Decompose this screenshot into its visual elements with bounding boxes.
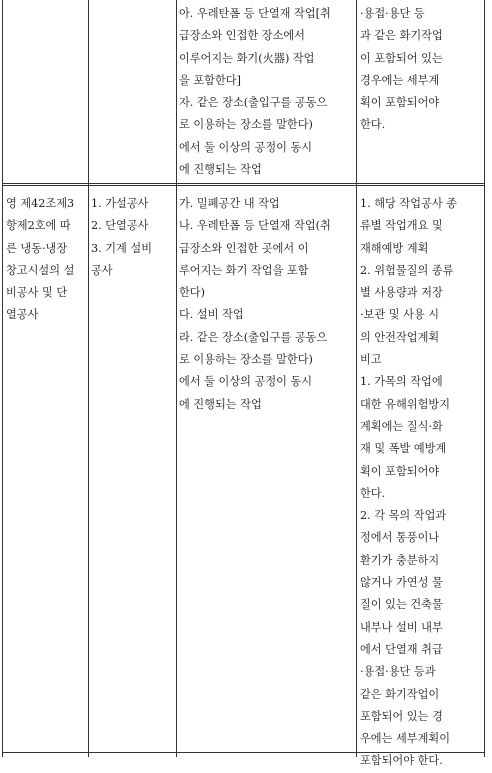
text-line: 공사 <box>91 263 113 277</box>
column-divider-2 <box>176 0 177 757</box>
text-line: 같은 화기작업이 <box>360 687 440 701</box>
text-line: 급장소와 인접한 장소에서 <box>179 29 305 43</box>
text-line: 내부나 설비 내부 <box>360 620 443 634</box>
text-line: ·보관 및 사용 시 <box>360 308 440 322</box>
column-divider-3 <box>356 0 357 757</box>
text-line: 급장소와 인접한 곳에서 이 <box>179 241 309 255</box>
text-line: 다. 설비 작업 <box>179 308 244 322</box>
text-line: 항제2호에 따 <box>6 219 71 233</box>
text-line: 을 포함한다] <box>179 73 241 87</box>
text-line: 환기가 충분하지 <box>360 553 440 567</box>
text-line: 획이 포함되어야 <box>360 96 440 110</box>
text-line: 정에서 통풍이나 <box>360 531 440 545</box>
text-line: 비공사 및 단 <box>6 286 68 300</box>
text-line: 재 및 폭발 예방계 <box>360 442 447 456</box>
text-line: ·용접·용단 등과 <box>360 665 436 679</box>
plan-content-cell <box>360 193 482 773</box>
work-content-cell <box>179 193 354 416</box>
text-line: 로 이용하는 장소를 말한다) <box>179 118 313 132</box>
text-line: 한다) <box>179 286 205 300</box>
text-line: 이 포함되어 있는 <box>360 51 443 65</box>
text-line: 2. 단열공사 <box>91 219 149 233</box>
text-line: 2. 위험물질의 종류 <box>360 263 454 277</box>
text-line: 아. 우레탄폼 등 단열재 작업[취 <box>179 7 331 20</box>
text-line: 1. 가설공사 <box>91 197 149 210</box>
text-line: 않거나 가연성 물 <box>360 576 443 590</box>
column-divider-1 <box>88 0 89 757</box>
text-line: 가. 밀폐공간 내 작업 <box>179 197 280 210</box>
work-type-cell <box>91 193 175 282</box>
text-line: 창고시설의 설 <box>6 263 75 277</box>
text-line: 이루어지는 화기(火器) 작업 <box>179 51 315 65</box>
text-line: 1. 해당 작업공사 종 <box>360 197 457 210</box>
text-line: 대한 유해위험방지 <box>360 397 451 411</box>
text-line: 류별 작업개요 및 <box>360 219 443 233</box>
text-line: 영 제42조제3 <box>6 197 75 210</box>
text-line: 비고 <box>360 353 382 367</box>
table-border-left <box>2 0 3 757</box>
text-line: 루어지는 화기 작업을 포함 <box>179 263 309 277</box>
table-border-right <box>484 0 485 757</box>
text-line: 2. 각 목의 작업과 <box>360 509 447 523</box>
text-line: 별 사용량과 저장 <box>360 286 443 300</box>
text-line: 3. 기계 설비 <box>91 241 153 255</box>
text-line: 에서 둘 이상의 공정이 동시 <box>179 375 313 389</box>
text-line: 1. 가목의 작업에 <box>360 375 443 389</box>
text-line: 자. 같은 장소(출입구를 공동으 <box>179 96 328 110</box>
text-line: 과 같은 화기작업 <box>360 29 443 43</box>
text-line: 나. 우레탄폼 등 단열재 작업(취 <box>179 219 331 233</box>
top-row-note-cell <box>360 3 482 137</box>
text-line: ·용접·용단 등 <box>360 7 425 20</box>
text-line: 한다. <box>360 118 386 132</box>
text-line: 른 냉동·냉장 <box>6 241 68 255</box>
text-line: 한다. <box>360 486 386 500</box>
text-line: 에 진행되는 작업 <box>179 397 262 411</box>
text-line: 포함되어 있는 경 <box>360 709 443 723</box>
row-divider <box>2 183 484 186</box>
text-line: 획이 포함되어야 <box>360 464 440 478</box>
text-line: 의 안전작업계획 <box>360 330 440 344</box>
text-line: 계획에는 질식·화 <box>360 419 443 433</box>
text-line: 라. 같은 장소(출입구를 공동으 <box>179 330 328 344</box>
text-line: 재해예방 계획 <box>360 241 429 255</box>
text-line: 포함되어야 한다. <box>360 754 443 768</box>
target-facility-cell <box>6 193 86 327</box>
text-line: 에 진행되는 작업 <box>179 163 262 177</box>
text-line: 에서 둘 이상의 공정이 동시 <box>179 140 313 154</box>
text-line: 에서 단열재 취급 <box>360 642 443 656</box>
text-line: 열공사 <box>6 308 39 322</box>
text-line: 질이 있는 건축물 <box>360 598 443 612</box>
text-line: 우에는 세부계획이 <box>360 732 451 746</box>
text-line: 로 이용하는 장소를 말한다) <box>179 353 313 367</box>
text-line: 경우에는 세부계 <box>360 73 440 87</box>
top-row-work-cell <box>179 3 354 181</box>
